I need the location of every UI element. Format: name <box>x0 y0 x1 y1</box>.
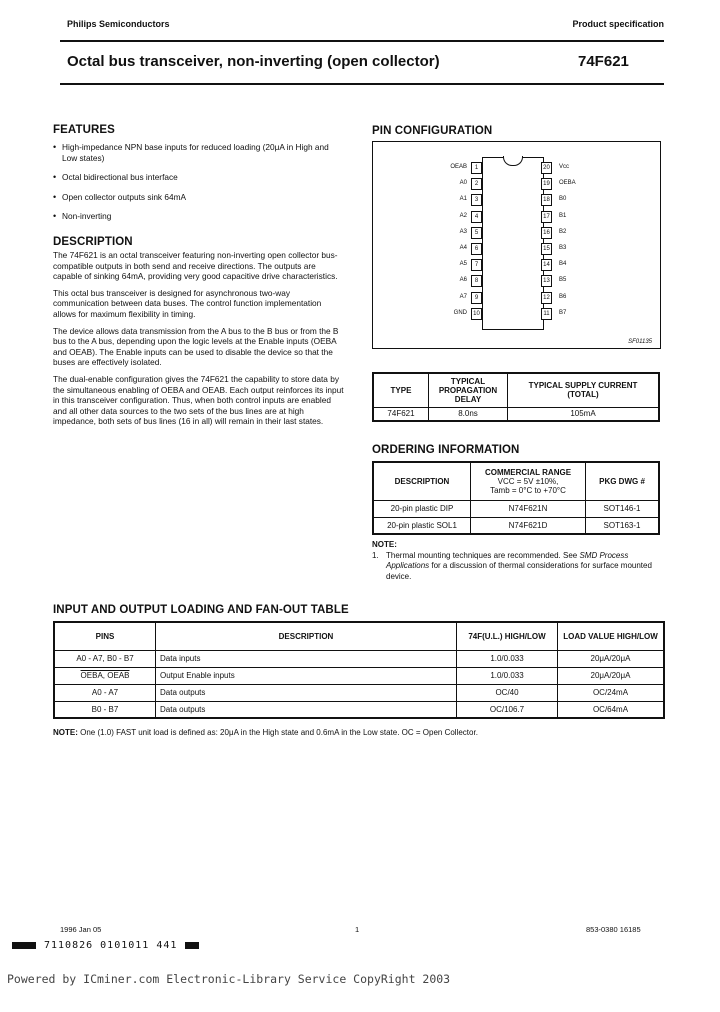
pin-number: 10 <box>471 308 482 320</box>
description-paragraph: The 74F621 is an octal transceiver featuring non-inverting open collector bus-compatible outputs in both send and receive directions. The outputs are capable of sinking 64mA, providing very good capacitive drive characteristics. <box>53 249 338 282</box>
figure-code: SF01135 <box>628 339 652 345</box>
table-cell <box>54 667 156 684</box>
table-cell: SOT163-1 <box>586 517 660 534</box>
page-title: Octal bus transceiver, non-inverting (open collector) <box>67 53 440 70</box>
feature-item: • High-impedance NPN base inputs for reduced loading (20μA in High and Low states) <box>53 142 345 163</box>
pin-number: 11 <box>541 308 552 320</box>
feature-item: • Octal bidirectional bus interface <box>53 172 345 183</box>
table-cell: 74F621 <box>373 407 429 421</box>
document-code: 853-0380 16185 <box>586 925 641 934</box>
pin-number: 5 <box>471 227 482 239</box>
note-label: NOTE: <box>53 728 78 737</box>
table-cell: SOT146-1 <box>586 500 660 517</box>
loading-note <box>53 728 665 739</box>
note-row <box>372 551 662 583</box>
table-header: TYPICAL SUPPLY CURRENT (TOTAL) <box>508 373 660 407</box>
barcode-block-icon <box>12 942 36 949</box>
feature-item: • Open collector outputs sink 64mA <box>53 192 345 203</box>
pin-label: B4 <box>559 261 567 268</box>
pin-number: 7 <box>471 259 482 271</box>
table-header: LOAD VALUE HIGH/LOW <box>558 622 665 650</box>
pin-number: 19 <box>541 178 552 190</box>
pin-label: A4 <box>459 245 467 251</box>
table-cell: 20-pin plastic DIP <box>373 500 471 517</box>
barcode-block-icon <box>185 942 199 949</box>
watermark: Powered by ICminer.com Electronic-Library Service CopyRight 2003 <box>7 972 451 986</box>
pin-config-figure <box>372 141 661 349</box>
table-cell: OC/64mA <box>558 701 665 718</box>
ic-chip-body <box>482 157 544 330</box>
pin-label: A0 <box>459 180 467 187</box>
table-header: DESCRIPTION <box>373 462 471 500</box>
table-cell: Data inputs <box>156 650 457 667</box>
pin-label: B3 <box>559 245 567 251</box>
pin-label: A6 <box>459 277 467 284</box>
barcode-line <box>12 940 199 951</box>
pin-label: A7 <box>459 293 467 300</box>
table-cell: 1.0/0.033 <box>457 650 558 667</box>
pin-label: B0 <box>559 196 567 203</box>
table-header: TYPICAL PROPAGATION DELAY <box>429 373 508 407</box>
feature-item: • Non-inverting <box>53 211 345 222</box>
part-number: 74F621 <box>578 53 629 70</box>
pin-number: 2 <box>471 178 482 190</box>
commercial-range-header <box>471 462 586 500</box>
left-column <box>53 124 345 433</box>
pin-number: 15 <box>541 243 552 255</box>
pin-number: 18 <box>541 194 552 206</box>
header-rule-bottom <box>60 83 664 85</box>
note-text: for a discussion of thermal considerations for surface mounted device. <box>386 561 652 581</box>
ordering-table <box>372 461 660 535</box>
features-heading: FEATURES <box>53 124 115 136</box>
table-cell: 20μA/20μA <box>558 667 665 684</box>
pin-number: 8 <box>471 275 482 287</box>
pin-number: 4 <box>471 211 482 223</box>
pin-number: 16 <box>541 227 552 239</box>
table-header: PKG DWG # <box>586 462 660 500</box>
pin-label: B7 <box>559 309 567 316</box>
header-rule-top <box>60 40 664 42</box>
note-number: 1. <box>372 550 379 560</box>
pin-number: 6 <box>471 243 482 255</box>
table-header: 74F(U.L.) HIGH/LOW <box>457 622 558 650</box>
table-cell: Data outputs <box>156 701 457 718</box>
pin-label: Vcc <box>559 164 570 170</box>
pin-label: B1 <box>559 212 567 219</box>
tamb-condition: Tamb = 0°C to +70°C <box>490 485 566 495</box>
table-cell: A0 - A7, B0 - B7 <box>54 650 156 667</box>
pin-number: 20 <box>541 162 552 174</box>
typical-characteristics-table <box>372 372 660 422</box>
ordering-note <box>372 540 662 582</box>
pin-label: OEBA <box>559 180 576 187</box>
pin-label: GND <box>453 309 467 316</box>
barcode-text: 7110826 0101011 441 <box>44 940 178 951</box>
doc-type: Product specification <box>572 19 664 29</box>
description-body <box>53 250 345 427</box>
vcc-condition: VCC = 5V ±10%, <box>497 476 559 486</box>
table-cell: 20-pin plastic SOL1 <box>373 517 471 534</box>
pin-number: 17 <box>541 211 552 223</box>
note-text: Thermal mounting techniques are recommended. See <box>386 550 580 560</box>
pin-label: A3 <box>459 228 467 235</box>
pin-label: OEAB <box>450 164 467 170</box>
description-paragraph: The device allows data transmission from the A bus to the B bus or from the B bus to the A bus, depending upon the logic levels at the Enable inputs (OEBA and OEAB). The Enable inputs can be used to disable the device so that the buses are effectively isolated. <box>53 325 339 368</box>
table-header: DESCRIPTION <box>156 622 457 650</box>
table-header: TYPE <box>373 373 429 407</box>
note-heading: NOTE: <box>372 540 397 549</box>
description-paragraph: This octal bus transceiver is designed for asynchronous two-way communication between data buses. The control function implementation allows for maximum flexibility in timing. <box>53 287 322 319</box>
table-cell: 1.0/0.033 <box>457 667 558 684</box>
loading-table-heading: INPUT AND OUTPUT LOADING AND FAN-OUT TABLE <box>53 604 349 616</box>
pin-number: 13 <box>541 275 552 287</box>
note-italic-ref: SMD Process Applications <box>386 550 629 570</box>
pin-label: B5 <box>559 277 567 284</box>
pin-number: 12 <box>541 292 552 304</box>
table-cell: N74F621N <box>471 500 586 517</box>
table-cell: OC/40 <box>457 684 558 701</box>
pin-config-heading: PIN CONFIGURATION <box>372 125 493 137</box>
table-cell: OC/24mA <box>558 684 665 701</box>
note-body <box>386 551 662 583</box>
table-cell: 105mA <box>508 407 660 421</box>
pin-number: 9 <box>471 292 482 304</box>
pin-number: 14 <box>541 259 552 271</box>
table-cell: B0 - B7 <box>54 701 156 718</box>
pin-label: B6 <box>559 293 567 300</box>
table-cell: Data outputs <box>156 684 457 701</box>
commercial-range-label: COMMERCIAL RANGE <box>484 467 572 477</box>
pin-label: A1 <box>459 196 467 203</box>
table-cell: 20μA/20μA <box>558 650 665 667</box>
pin-label: A5 <box>459 261 467 268</box>
ordering-heading: ORDERING INFORMATION <box>372 444 520 456</box>
company-name: Philips Semiconductors <box>67 19 170 29</box>
pin-label: A2 <box>459 212 467 219</box>
features-list <box>53 142 345 222</box>
footer-date: 1996 Jan 05 <box>60 925 102 934</box>
loading-table <box>53 621 665 719</box>
table-cell: 8.0ns <box>429 407 508 421</box>
pin-number: 1 <box>471 162 482 174</box>
pin-number: 3 <box>471 194 482 206</box>
description-heading: DESCRIPTION <box>53 235 133 248</box>
description-paragraph: The dual-enable configuration gives the 74F621 the capability to store data by the simultaneous enabling of OEBA and OEAB. Each output reinforces its input in this transceiver configuration. Thus, when both control inputs are enabled and all other data sources to the two sets of the bus lines are at high impedance, both sets of bus lines (16 in all) will remain in their last states. <box>53 373 344 427</box>
overlined-pin-names: OEBA, OEAB <box>80 671 130 680</box>
pin-label: B2 <box>559 228 567 235</box>
table-cell: OC/106.7 <box>457 701 558 718</box>
table-cell: N74F621D <box>471 517 586 534</box>
table-cell: A0 - A7 <box>54 684 156 701</box>
note-text: One (1.0) FAST unit load is defined as: 20μA in the High state and 0.6mA in the Low state. OC = Open Collector. <box>80 728 478 737</box>
table-cell: Output Enable inputs <box>156 667 457 684</box>
page-number: 1 <box>355 925 360 934</box>
table-header: PINS <box>54 622 156 650</box>
